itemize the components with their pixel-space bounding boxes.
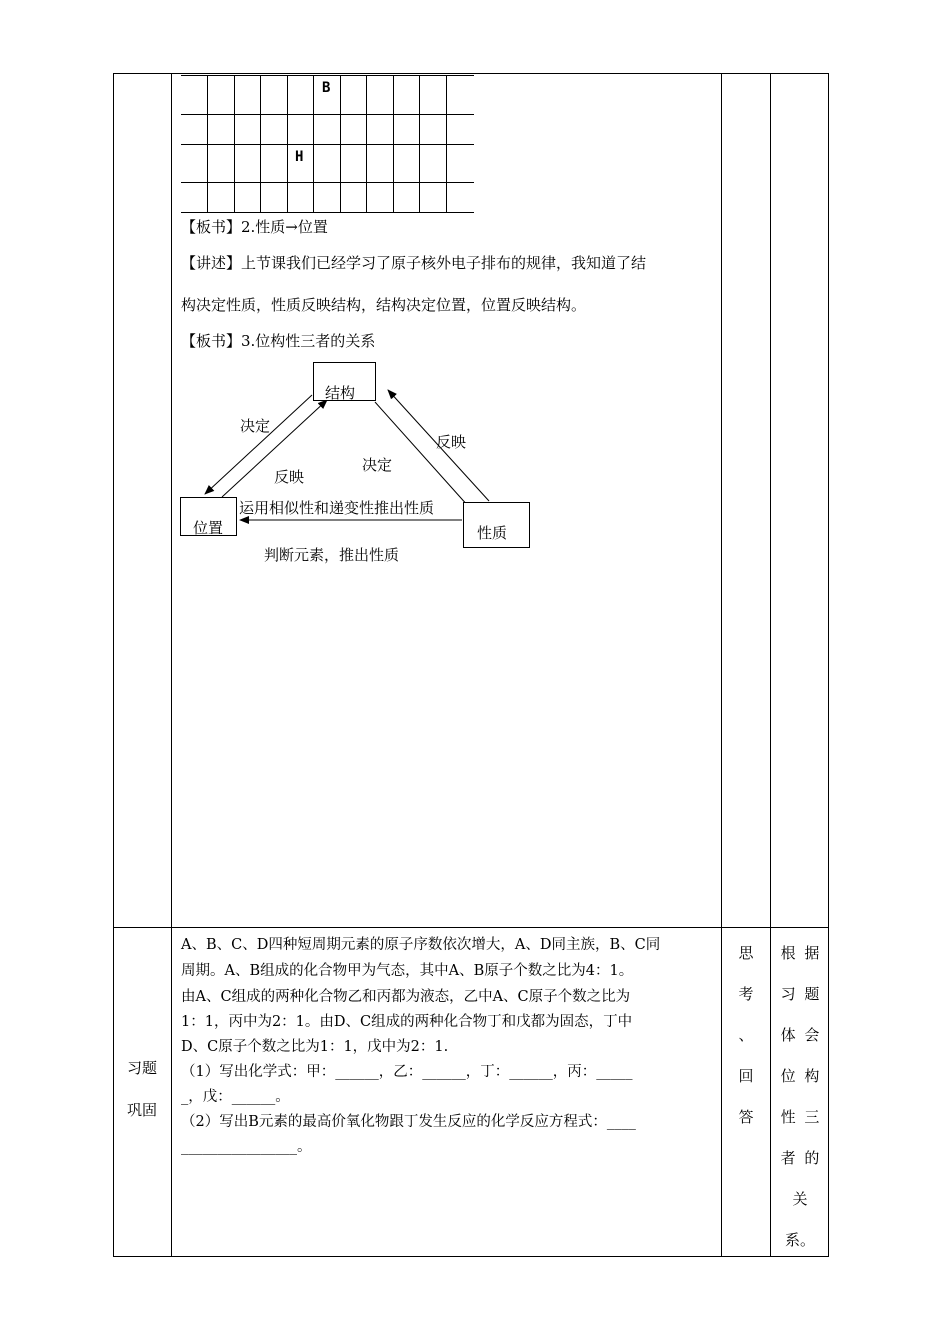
student-activity-char: 、 [738,1026,754,1044]
exercise-line: 周期。A、B组成的化合物甲为气态，其中A、B原子个数之比为4：1。 [181,963,634,979]
exercise-line: 由A、C组成的两种化合物乙和丙都为液态，乙中A、C原子个数之比为 [181,989,631,1005]
label-decide-left: 决定 [240,417,271,435]
design-intent-line: 关 [792,1190,808,1208]
position-label: 位置 [193,519,224,537]
grid-letter-h: H [295,149,304,165]
grid-letter-b: B [322,80,331,96]
label-reflect-left: 反映 [274,468,305,486]
blackboard-note-2: 【板书】2.性质→位置 [181,218,328,236]
exercise-line: A、B、C、D四种短周期元素的原子序数依次增大，A、D同主族，B、C同 [181,937,661,953]
label-decide-mid: 决定 [362,456,393,474]
design-intent-column [772,933,828,1261]
student-activity-column [726,933,766,1138]
design-intent-line: 系。 [784,1231,815,1249]
exercise-line: （2）写出B元素的最高价氧化物跟丁发生反应的化学反应方程式：____ [181,1114,636,1130]
section-label-line-1: 习题 [127,1059,158,1077]
label-bottom-arrow: 运用相似性和递变性推出性质 [239,499,435,517]
exercise-line: 1：1，丙中为2：1。由D、C组成的两种化合物丁和戊都为固态，丁中 [181,1014,633,1030]
exercise-line: D、C原子个数之比为1：1，戊中为2：1. [181,1039,449,1055]
design-intent-line: 习 题 [780,985,820,1003]
exercise-line: （1）写出化学式：甲：______，乙：______，丁：______，丙：_____ [181,1064,633,1080]
property-label: 性质 [477,524,508,542]
exercise-line: ________________。 [181,1139,312,1155]
label-bottom-caption: 判断元素，推出性质 [264,546,400,564]
structure-label: 结构 [325,384,356,402]
student-activity-char: 考 [738,985,754,1003]
lecture-line-2: 构决定性质，性质反映结构，结构决定位置，位置反映结构。 [181,296,587,314]
exercise-line: _，戊：______。 [181,1089,290,1105]
student-activity-char: 回 [738,1067,754,1085]
student-activity-char: 思 [738,944,754,962]
design-intent-line: 根 据 [780,944,820,962]
blackboard-note-3: 【板书】3.位构性三者的关系 [181,332,376,350]
section-label-line-2: 巩固 [127,1101,158,1119]
design-intent-line: 体 会 [780,1026,820,1044]
student-activity-char: 答 [738,1108,754,1126]
lecture-line-1: 【讲述】上节课我们已经学习了原子核外电子排布的规律，我知道了结 [181,254,647,272]
design-intent-line: 性 三 [780,1108,820,1126]
design-intent-line: 位 构 [780,1067,820,1085]
label-reflect-right: 反映 [436,433,467,451]
design-intent-line: 者 的 [780,1149,820,1167]
